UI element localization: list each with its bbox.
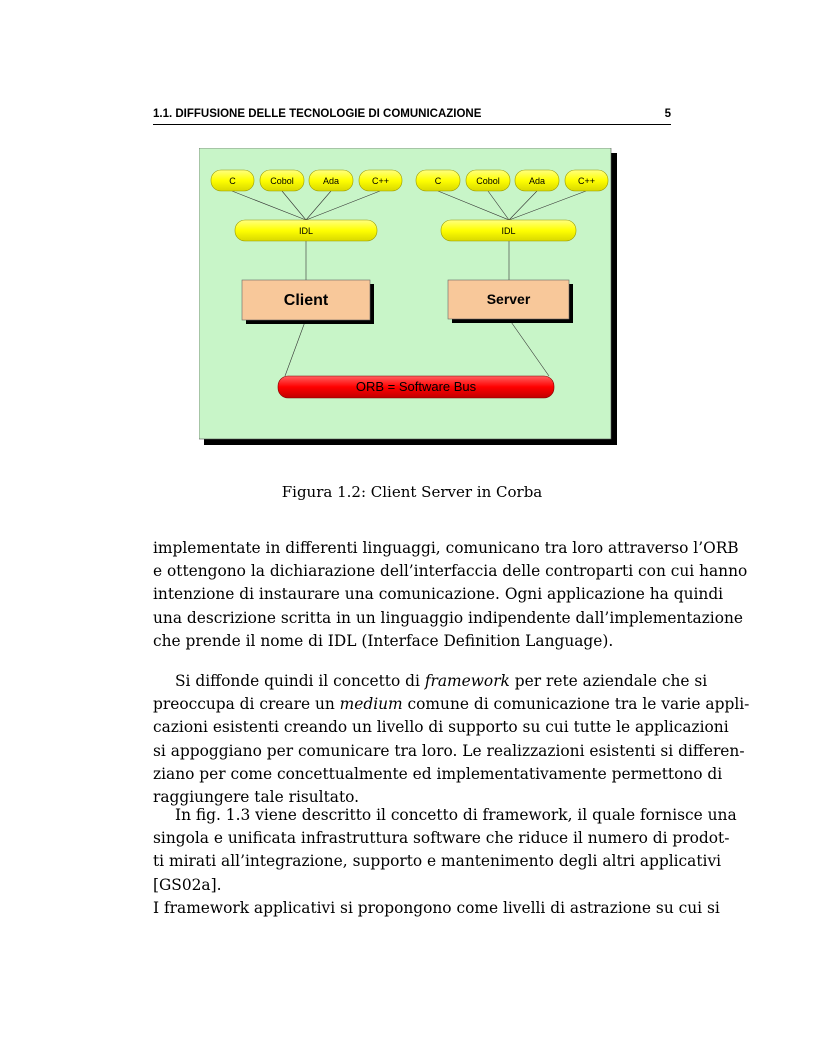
page-number: 5 [664, 108, 671, 120]
text-line: Si diffonde quindi il concetto di framework per rete aziendale che si [175, 672, 708, 690]
lang-label: C++ [371, 176, 390, 186]
text-line: [GS02a]. [153, 875, 222, 894]
lang-label: Cobol [476, 176, 500, 186]
lang-label: Ada [322, 176, 340, 186]
text-line: che prende il nome di IDL (Interface Definition Language). [153, 631, 614, 650]
server-idl-label: IDL [501, 226, 516, 236]
text-line: ziano per come concettualmente ed implementativamente permettono di [153, 764, 723, 783]
lang-label: C [229, 176, 236, 186]
corba-figure [199, 148, 617, 445]
client-label: Client [283, 292, 329, 309]
text-line: cazioni esistenti creando un livello di supporto su cui tutte le applicazioni [153, 718, 729, 737]
figure-caption: Figura 1.2: Client Server in Corba [281, 483, 543, 501]
corba-diagram [199, 148, 617, 445]
header-rule [153, 124, 671, 125]
lang-label: Ada [528, 176, 546, 186]
text-line: una descrizione scritta in un linguaggio indipendente dall’implementazione [153, 608, 744, 627]
paragraph-3 [153, 804, 737, 897]
text-line: In fig. 1.3 viene descritto il concetto di framework, il quale fornisce una [175, 806, 737, 824]
running-title: 1.1. DIFFUSIONE DELLE TECNOLOGIE DI COMUNICAZIONE [153, 108, 482, 120]
server-label: Server [486, 291, 531, 307]
medium-term: medium [339, 695, 403, 714]
text-line: e ottengono la dichiarazione dell’interfaccia delle controparti con cui hanno [153, 562, 748, 581]
text-line: intenzione di instaurare una comunicazione. Ogni applicazione ha quindi [153, 585, 724, 604]
paragraph-2 [153, 670, 750, 809]
lang-label: C [434, 176, 442, 186]
text-line: singola e unificata infrastruttura software che riduce il numero di prodot- [153, 829, 730, 848]
text-line: ti mirati all’integrazione, supporto e mantenimento degli altri applicativi [153, 852, 722, 871]
text-line: si appoggiano per comunicare tra loro. Le realizzazioni esistenti si differen- [153, 741, 745, 760]
orb-label: ORB = Software Bus [355, 379, 477, 394]
client-idl-label: IDL [298, 226, 314, 236]
text-line: implementate in differenti linguaggi, comunicano tra loro attraverso l’ORB [153, 539, 739, 557]
paragraph-1 [153, 537, 748, 653]
text-line: raggiungere tale risultato. [153, 788, 360, 807]
paragraph-4 [153, 897, 720, 920]
framework-term: framework [424, 672, 510, 690]
lang-label: Cobol [270, 176, 294, 186]
text-line: preoccupa di creare un medium comune di comunicazione tra le varie appli- [153, 695, 750, 714]
lang-label: C++ [577, 176, 596, 186]
text-line: I framework applicativi si propongono come livelli di astrazione su cui si [153, 899, 720, 917]
